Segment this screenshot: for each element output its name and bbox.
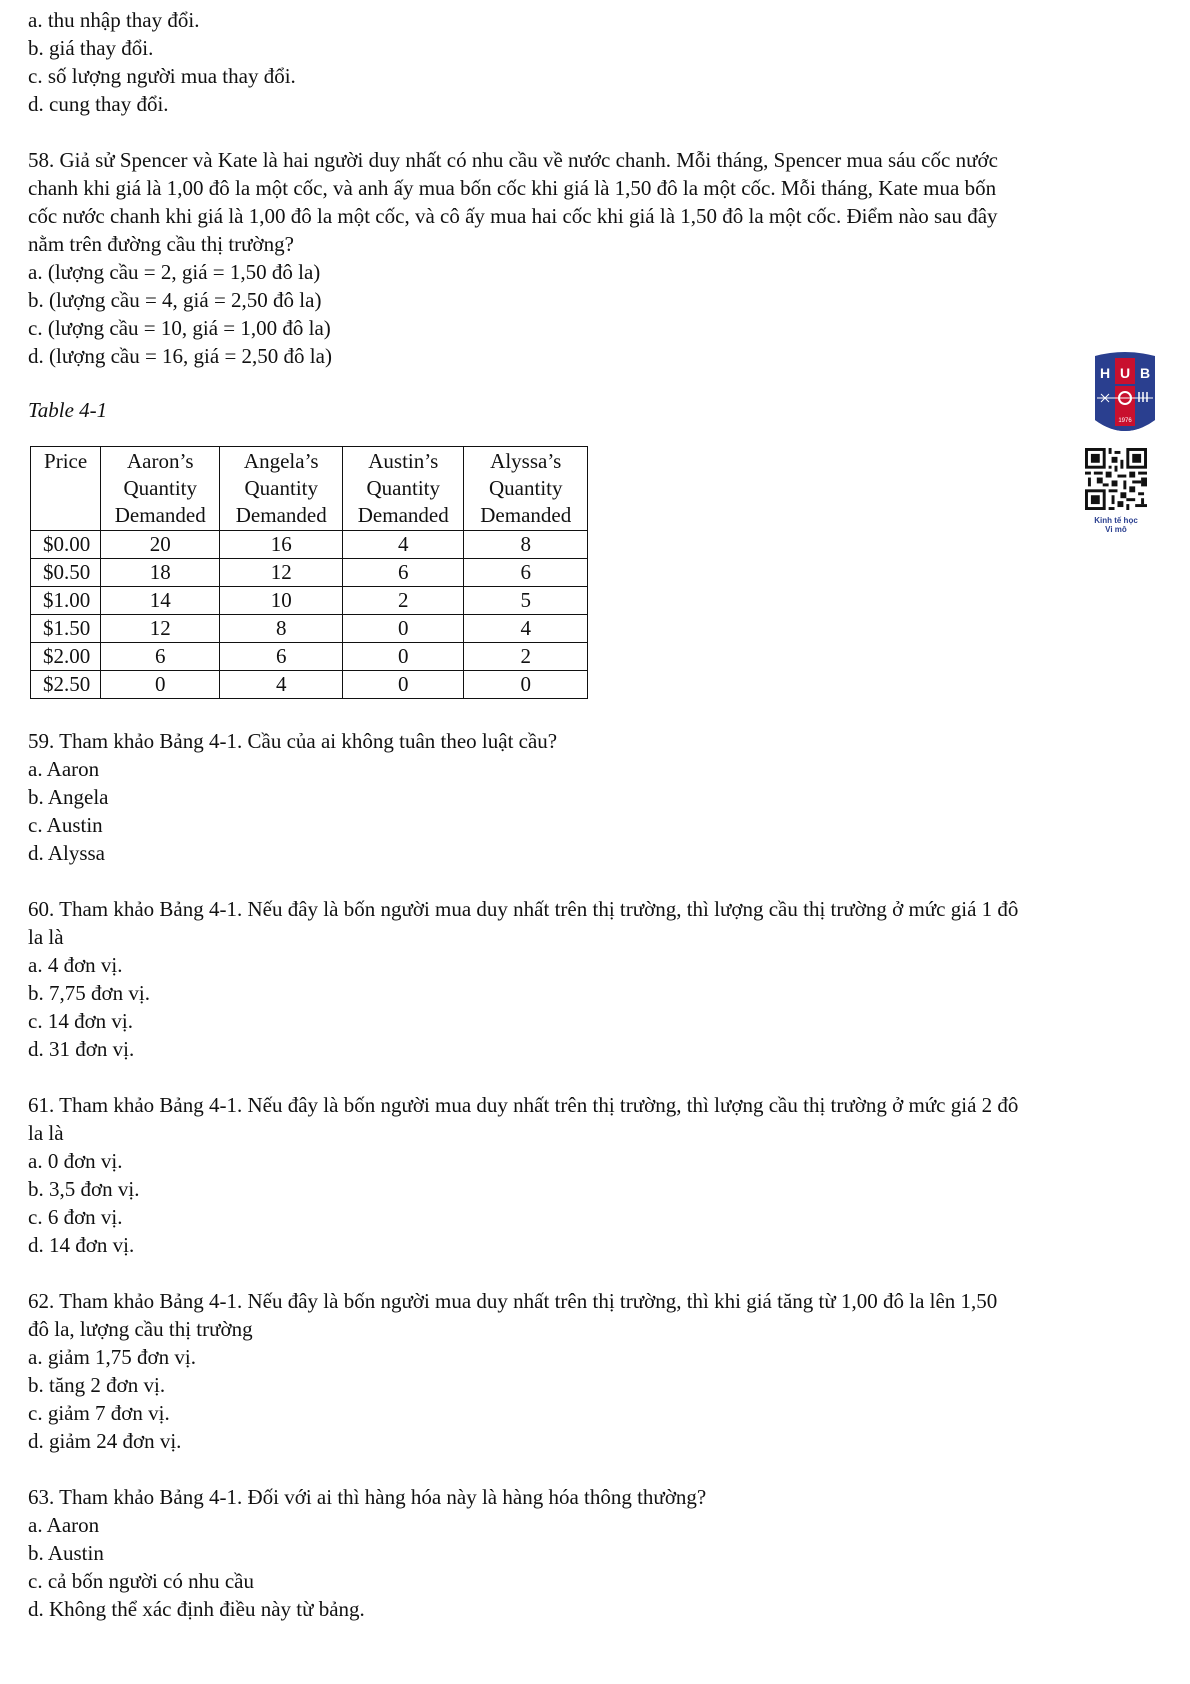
cell-price: $0.00 [31, 531, 101, 559]
table-caption: Table 4-1 [28, 398, 108, 422]
header-line: Aaron’s [127, 449, 194, 473]
option-a: a. 0 đơn vị. [28, 1149, 123, 1173]
option-b: b. Austin [28, 1541, 104, 1565]
question-text: chanh khi giá là 1,00 đô la một cốc, và anh ấy mua bốn cốc khi giá là 1,50 đô la một cốc. Mỗi tháng, Kate mua bốn [28, 176, 997, 200]
question-text: nằm trên đường cầu thị trường? [28, 232, 294, 256]
option-d: d. (lượng cầu = 16, giá = 2,50 đô la) [28, 344, 332, 368]
header-line: Angela’s [243, 449, 319, 473]
option-c: c. giảm 7 đơn vị. [28, 1401, 170, 1425]
cell-austin: 6 [343, 559, 464, 587]
question-text: 60. Tham khảo Bảng 4-1. Nếu đây là bốn người mua duy nhất trên thị trường, thì lượng cầu thị trường ở mức giá 1 đô [28, 897, 1019, 921]
table-row [31, 615, 588, 643]
cell-price: $1.00 [31, 587, 101, 615]
option-c: c. (lượng cầu = 10, giá = 1,00 đô la) [28, 316, 331, 340]
header-line: Quantity [123, 476, 197, 500]
cell-aaron: 6 [101, 643, 220, 671]
cell-angela: 4 [220, 671, 343, 699]
option-c: c. cả bốn người có nhu cầu [28, 1569, 254, 1593]
question-text: la là [28, 1121, 64, 1145]
option-b: b. Angela [28, 785, 109, 809]
logo-year: 1976 [1118, 418, 1132, 424]
hub-shield-icon [1093, 350, 1157, 440]
option-a: a. giảm 1,75 đơn vị. [28, 1345, 196, 1369]
logo-caption [1074, 516, 1158, 534]
header-line: Price [44, 449, 88, 473]
logo-letter-u: U [1119, 365, 1131, 381]
question-63 [28, 1483, 1168, 1623]
header-alyssa [464, 447, 588, 531]
table-row [31, 587, 588, 615]
table-row [31, 643, 588, 671]
option-d: d. Alyssa [28, 841, 106, 865]
question-text: 62. Tham khảo Bảng 4-1. Nếu đây là bốn người mua duy nhất trên thị trường, thì khi giá tăng từ 1,00 đô la lên 1,50 [28, 1289, 998, 1313]
logo-letter-b: B [1139, 365, 1151, 381]
question-60 [28, 895, 1168, 1063]
cell-alyssa: 4 [464, 615, 588, 643]
option-a: a. thu nhập thay đổi. [28, 8, 200, 32]
question-text: 58. Giả sử Spencer và Kate là hai người duy nhất có nhu cầu về nước chanh. Mỗi tháng, Spencer mua sáu cốc nước [28, 148, 998, 172]
header-line: Quantity [244, 476, 318, 500]
cell-aaron: 0 [101, 671, 220, 699]
table-row [31, 671, 588, 699]
logo-caption-line: Kinh tế học [1094, 516, 1138, 525]
cell-aaron: 20 [101, 531, 220, 559]
cell-austin: 0 [343, 671, 464, 699]
header-austin [343, 447, 464, 531]
header-angela [220, 447, 343, 531]
option-c: c. số lượng người mua thay đổi. [28, 64, 296, 88]
option-d: d. Không thể xác định điều này từ bảng. [28, 1597, 365, 1621]
header-line: Demanded [235, 503, 327, 527]
header-line: Demanded [357, 503, 449, 527]
header-price [31, 447, 101, 531]
cell-aaron: 14 [101, 587, 220, 615]
cell-alyssa: 5 [464, 587, 588, 615]
cell-austin: 0 [343, 615, 464, 643]
option-a: a. Aaron [28, 757, 100, 781]
question-text: 61. Tham khảo Bảng 4-1. Nếu đây là bốn người mua duy nhất trên thị trường, thì lượng cầu thị trường ở mức giá 2 đô [28, 1093, 1019, 1117]
header-line: Quantity [366, 476, 440, 500]
table-header-row [31, 447, 588, 531]
cell-aaron: 12 [101, 615, 220, 643]
option-b: b. 7,75 đơn vị. [28, 981, 150, 1005]
demand-table [30, 446, 588, 699]
question-62 [28, 1287, 1168, 1455]
logo-letter-h: H [1099, 365, 1111, 381]
cell-price: $2.00 [31, 643, 101, 671]
question-text: 63. Tham khảo Bảng 4-1. Đối với ai thì hàng hóa này là hàng hóa thông thường? [28, 1485, 707, 1509]
question-text: 59. Tham khảo Bảng 4-1. Cầu của ai không tuân theo luật cầu? [28, 729, 558, 753]
option-b: b. (lượng cầu = 4, giá = 2,50 đô la) [28, 288, 322, 312]
question-61 [28, 1091, 1168, 1259]
option-c: c. 6 đơn vị. [28, 1205, 123, 1229]
option-c: c. Austin [28, 813, 103, 837]
cell-austin: 4 [343, 531, 464, 559]
table-row [31, 559, 588, 587]
cell-austin: 2 [343, 587, 464, 615]
cell-alyssa: 8 [464, 531, 588, 559]
option-d: d. giảm 24 đơn vị. [28, 1429, 182, 1453]
cell-price: $1.50 [31, 615, 101, 643]
option-d: d. 31 đơn vị. [28, 1037, 135, 1061]
question-59 [28, 727, 1168, 867]
question-58 [28, 146, 1168, 370]
option-a: a. 4 đơn vị. [28, 953, 123, 977]
cell-price: $2.50 [31, 671, 101, 699]
cell-austin: 0 [343, 643, 464, 671]
cell-angela: 10 [220, 587, 343, 615]
header-line: Austin’s [368, 449, 439, 473]
header-line: Quantity [489, 476, 563, 500]
cell-alyssa: 0 [464, 671, 588, 699]
question-text: la là [28, 925, 64, 949]
option-b: b. tăng 2 đơn vị. [28, 1373, 166, 1397]
header-line: Demanded [114, 503, 206, 527]
cell-price: $0.50 [31, 559, 101, 587]
question-text: đô la, lượng cầu thị trường [28, 1317, 253, 1341]
cell-aaron: 18 [101, 559, 220, 587]
cell-alyssa: 2 [464, 643, 588, 671]
option-c: c. 14 đơn vị. [28, 1009, 134, 1033]
intro-options [28, 6, 1168, 118]
cell-angela: 12 [220, 559, 343, 587]
document-page [28, 6, 1168, 1623]
option-d: d. 14 đơn vị. [28, 1233, 135, 1257]
option-a: a. (lượng cầu = 2, giá = 1,50 đô la) [28, 260, 321, 284]
cell-alyssa: 6 [464, 559, 588, 587]
option-b: b. giá thay đổi. [28, 36, 154, 60]
header-aaron [101, 447, 220, 531]
option-b: b. 3,5 đơn vị. [28, 1177, 140, 1201]
cell-angela: 16 [220, 531, 343, 559]
question-text: cốc nước chanh khi giá là 1,00 đô la một cốc, và cô ấy mua hai cốc khi giá là 1,50 đô la một cốc. Điểm nào sau đây [28, 204, 998, 228]
hub-logo [1085, 350, 1165, 447]
cell-angela: 8 [220, 615, 343, 643]
table-row [31, 531, 588, 559]
option-a: a. Aaron [28, 1513, 100, 1537]
qr-code-icon [1085, 448, 1147, 510]
option-d: d. cung thay đổi. [28, 92, 169, 116]
header-line: Alyssa’s [490, 449, 562, 473]
header-line: Demanded [480, 503, 572, 527]
logo-caption-line: Vi mô [1105, 525, 1127, 534]
cell-angela: 6 [220, 643, 343, 671]
